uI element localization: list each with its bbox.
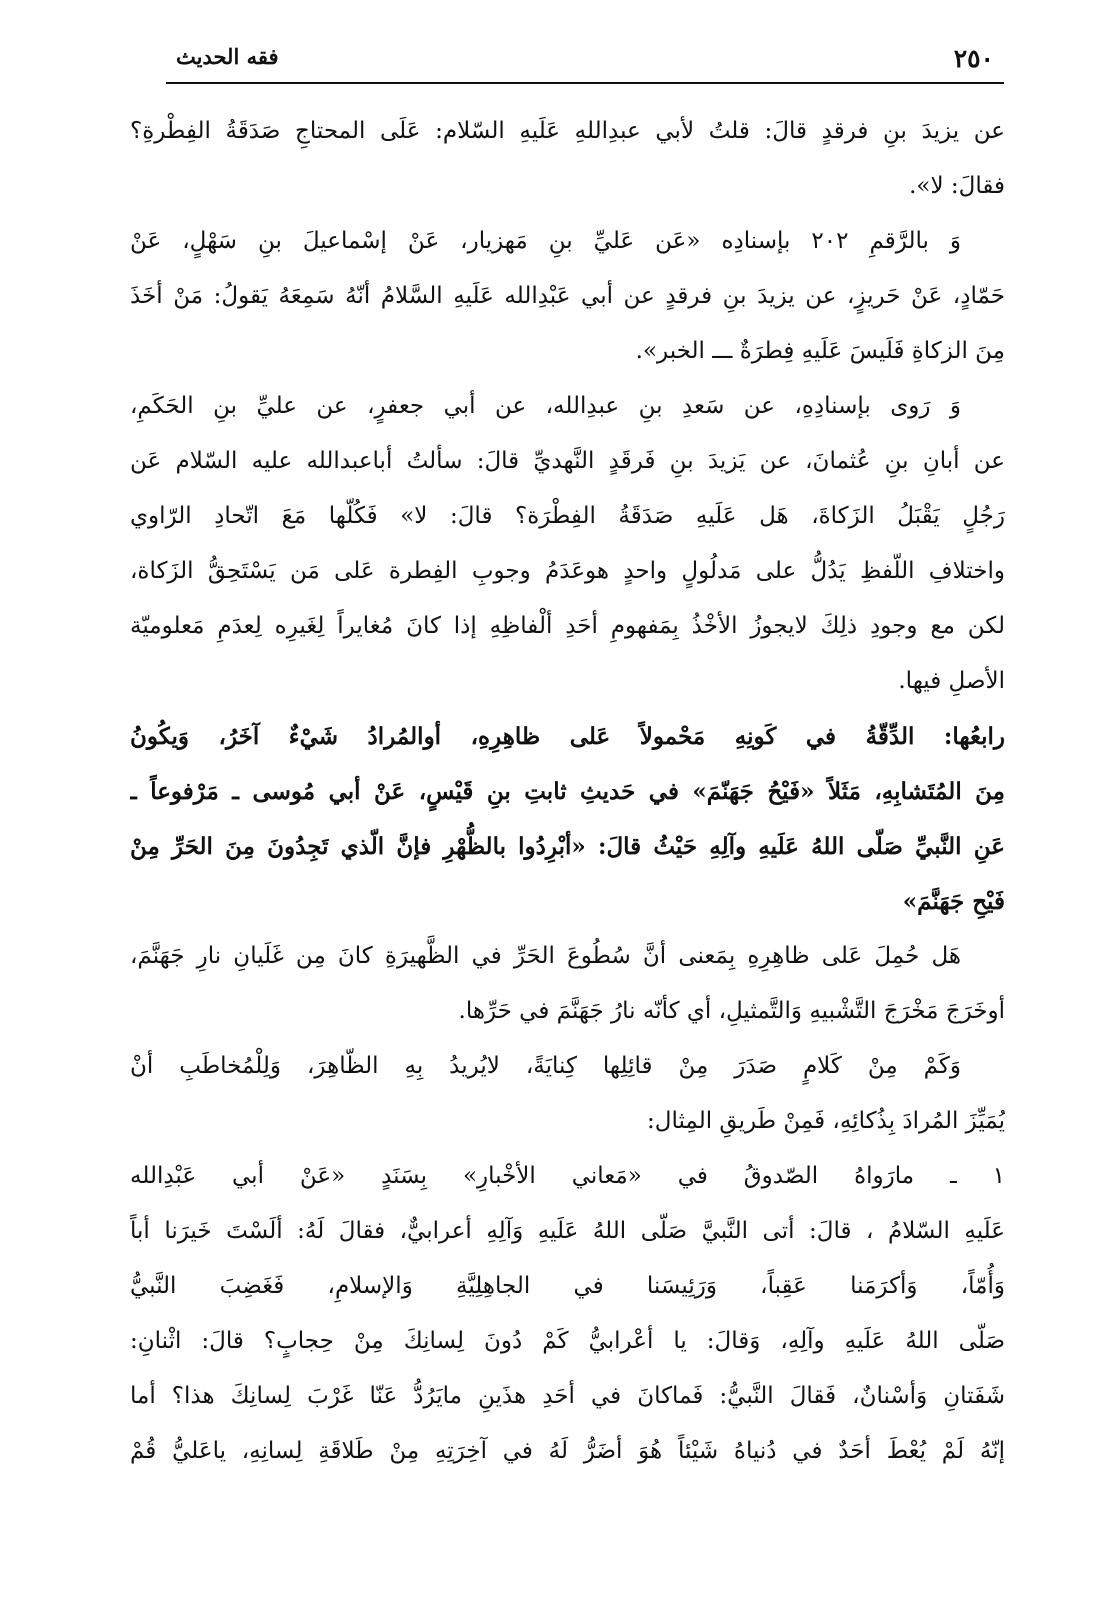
text-line: عن يزيدَ بنِ فرقدٍ قالَ: قلتُ لأبي عبدِاللهِ عَلَيهِ السّلام: عَلَى المحتاجِ صَدَقَةُ الفِطْرةِ؟ — [130, 118, 1005, 144]
paragraph-narration-202 — [130, 214, 1005, 379]
text-line: رابعُها: الدِّقّةُ في كَونِهِ مَحْمولاً عَلى ظاهِرِهِ، أوالمُرادُ شَيْءٌ آخَرُ، وَيكُونُ — [130, 723, 1005, 750]
paragraph-fourth-point — [130, 709, 1005, 929]
text-line: ١ ـ مارَواهُ الصّدوقُ في «مَعاني الأخْبارِ» بِسَنَدٍ «عَنْ أبي عَبْدِالله — [130, 1163, 1005, 1189]
text-line: مِنَ المُتَشابِهِ، مَثَلاً «فَيْحُ جَهَنّمَ» في حَديثِ ثابتِ بنِ قَيْسٍ، عَنْ أبي مُوسى ـ مَرْفوعاً ـ — [130, 778, 1005, 805]
paragraph-example-1 — [130, 1149, 1005, 1479]
text-line: صَلّى اللهُ عَلَيهِ وآلِهِ، وَقالَ: يا أعْرابيُّ كَمْ دُونَ لِسانِكَ مِنْ حِجابٍ؟ قالَ: اثْنانِ: — [130, 1328, 1005, 1354]
text-line: وَ رَوى بإسنادِهِ، عن سَعدِ بنِ عبدِالله، عن أبي جعفرٍ، عن عليِّ بنِ الحَكَمِ، — [130, 393, 961, 419]
text-line: فَيْحِ جَهَنَّمَ» — [902, 888, 1005, 915]
text-line: وَأُمّاً، وَأكرَمَنا عَقِباً، وَرَئِيسَنا في الجاهِلِيَّةِ وَالإسلامِ، فَغَضِبَ النَّبيُّ — [130, 1273, 1005, 1299]
text-line: شَفَتانِ وَأسْنانٌ، فَقالَ النَّبيُّ: فَماكانَ في أحَدِ هذَينِ مايَرُدُّ عَنّا غَرْبَ لِسانِكَ هذا؟ أما — [130, 1383, 1005, 1409]
page-body — [130, 104, 1005, 1479]
text-line: واختلافِ اللّفظِ يَدُلُّ على مَدلُولٍ واحدٍ هوعَدَمُ وجوبِ الفِطرة عَلى مَن يَسْتَحِقُّ الزَكاة، — [130, 558, 1005, 584]
page-number: ٢٥٠ — [953, 44, 994, 73]
text-line: مِنَ الزكاةِ فَلَيسَ عَلَيهِ فِطرَةٌ ـــ الخبر». — [635, 338, 1005, 364]
text-line: إنّهُ لَمْ يُعْطَ أحَدٌ في دُنياهُ شَيْئاً هُوَ أضَرُّ لَهُ في آخِرَتِهِ مِنْ طَلاقَةِ لِسانِهِ، ياعَليُّ قُمْ — [130, 1438, 1005, 1464]
text-line: فقالَ: لا». — [909, 173, 1005, 199]
text-line: يُمَيِّزَ المُرادَ بِذُكائِهِ، فَمِنْ طَريقِ المِثال: — [647, 1108, 1005, 1134]
text-line: لكن مع وجودِ ذلِكَ لايجوزُ الأخْذُ بِمَفهومِ أحَدِ ألْفاظِهِ إذا كانَ مُغايراً لِغَيرِه لِعدَمِ مَعلوميّة — [130, 613, 1005, 639]
text-line: عَلَيهِ السّلامُ ، قالَ: أتى النَّبيَّ صَلّى اللهُ عَلَيهِ وَآلِهِ أعرابيٌّ، فقالَ لَهُ: ألَسْتَ خَيرَنا أباً — [130, 1218, 1005, 1244]
text-line: وَكَمْ مِنْ كَلامٍ صَدَرَ مِنْ قائِلِها كِنايَةً، لايُريدُ بِهِ الظّاهِرَ، وَلِلْمُخاطَبِ أنْ — [130, 1053, 961, 1079]
page-header — [166, 42, 1004, 84]
text-line: وَ بالرَّقمِ ٢٠٢ بإسنادِه «عَن عَليِّ بنِ مَهزيار، عَنْ إسْماعيلَ بنِ سَهْلٍ، عَنْ — [130, 228, 961, 254]
text-line: عن أبانِ بنِ عُثمانَ، عن يَزيدَ بنِ فَرقَدٍ النَّهديِّ قالَ: سألتُ أباعبدالله عليه السّلام عَن — [130, 448, 1005, 474]
text-line: حَمّادٍ، عَنْ حَريزٍ، عن يزيدَ بنِ فرقدٍ عن أبي عَبْدِالله عَلَيهِ السَّلامُ أنّهُ سَمِعَهُ يَقولُ: مَنْ أخَذَ — [130, 283, 1005, 309]
paragraph-narration-aban — [130, 379, 1005, 709]
running-title: فقه الحديث — [176, 44, 279, 69]
text-line: عَنِ النَّبيِّ صَلّى اللهُ عَلَيهِ وآلِهِ حَيْثُ قالَ: «أبْرِدُوا بالظُّهْرِ فإنَّ الّذي تَجِدُونَ مِنَ الحَرِّ مِنْ — [130, 833, 1005, 860]
text-line: أوخَرَجَ مَخْرَجَ التَّشْبيهِ وَالتَّمثيلِ، أي كأنّه نارُ جَهَنَّمَ في حَرِّها. — [458, 998, 1005, 1024]
paragraph-metaphor — [130, 1039, 1005, 1149]
text-line: هَل حُمِلَ عَلى ظاهِرِهِ بِمَعنى أنَّ سُطُوعَ الحَرِّ في الظَّهيرَةِ كانَ مِن غَلَيانِ نارِ جَهَنَّمَ، — [130, 943, 961, 969]
text-line: رَجُلٍ يَقْبَلُ الزَكاةَ، هَل عَلَيهِ صَدَقَةُ الفِطْرَة؟ قالَ: لا» فَكُلّها مَعَ اتّحادِ الرّاوي — [130, 503, 1005, 529]
text-line: الأصلِ فيها. — [898, 668, 1005, 694]
paragraph-interpretation — [130, 929, 1005, 1039]
paragraph-continuation — [130, 104, 1005, 214]
